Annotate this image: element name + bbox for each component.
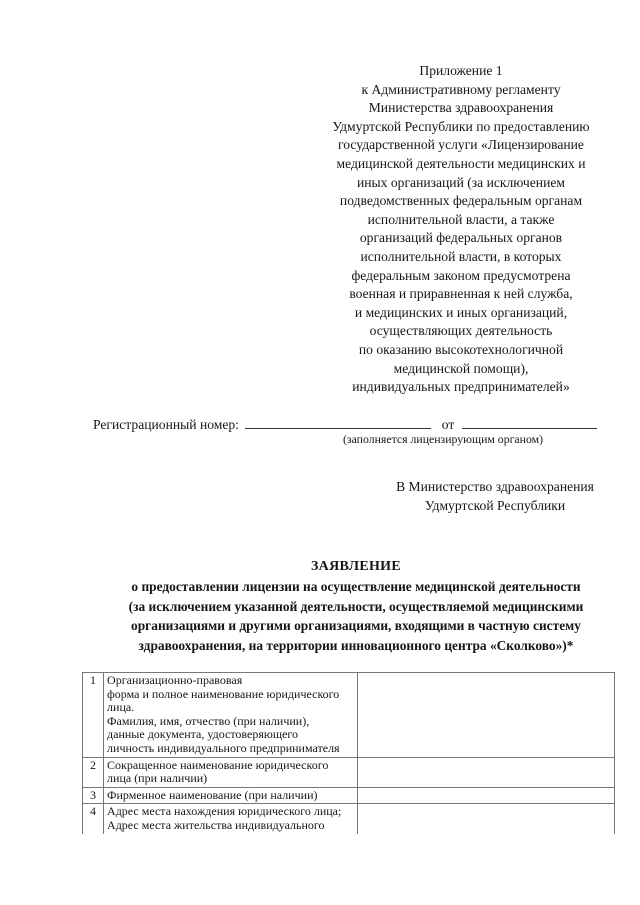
registration-date-label: от <box>441 417 455 432</box>
row-label-line: лица (при наличии) <box>107 772 208 786</box>
table-row <box>83 804 615 834</box>
application-subtitle <box>86 577 626 656</box>
application-form-table <box>82 672 615 834</box>
row-number: 3 <box>83 787 104 804</box>
row-label-line: Фирменное наименование (при наличии) <box>107 788 318 802</box>
table-row <box>83 673 615 758</box>
row-label-line: лица. <box>107 701 135 715</box>
registration-line <box>93 416 613 433</box>
heading-line: (за исключением указанной деятельности, осуществляемой медицинскими <box>128 598 584 614</box>
appendix-line: и медицинских и иных организаций, <box>354 304 568 320</box>
appendix-line: Министерства здравоохранения <box>368 100 554 116</box>
registration-number-label: Регистрационный номер: <box>93 417 239 432</box>
row-label-line: Адрес места жительства индивидуального <box>107 818 325 832</box>
appendix-line: подведомственных федеральным органам <box>339 193 583 209</box>
appendix-header <box>300 62 622 397</box>
table-row <box>83 787 615 804</box>
appendix-line: организаций федеральных органов <box>359 230 563 246</box>
appendix-line: Удмуртской Республики по предоставлению <box>332 118 590 134</box>
registration-number-field[interactable] <box>245 416 431 429</box>
row-value-field[interactable] <box>357 673 615 758</box>
row-value-field[interactable] <box>357 787 615 804</box>
application-heading <box>86 557 626 656</box>
registration-note: (заполняется лицензирующим органом) <box>343 432 544 446</box>
row-label-line: форма и полное наименование юридического <box>107 687 340 701</box>
appendix-line: медицинской деятельности медицинских и <box>336 155 586 171</box>
heading-line: о предоставлении лицензии на осуществление медицинской деятельности <box>131 578 581 594</box>
row-label <box>104 787 357 804</box>
row-label <box>104 804 357 834</box>
addressee-line: Удмуртской Республики <box>424 497 566 513</box>
row-label-line: Организационно-правовая <box>107 674 243 687</box>
appendix-line: государственной услуги «Лицензирование <box>338 137 584 153</box>
row-number: 1 <box>83 673 104 758</box>
row-label <box>104 757 357 787</box>
addressee-line: В Министерство здравоохранения <box>396 479 594 494</box>
row-label-line: личность индивидуального предпринимателя <box>107 741 340 755</box>
appendix-line: исполнительной власти, в которых <box>360 248 562 264</box>
row-value-field[interactable] <box>357 757 615 787</box>
heading-line: здравоохранения, на территории инновационного центра «Сколково»)* <box>138 638 574 654</box>
table-row <box>83 757 615 787</box>
appendix-line: по оказанию высокотехнологичной <box>358 341 564 357</box>
row-label-line: Адрес места нахождения юридического лица; <box>107 805 342 819</box>
appendix-line: военная и приравненная к ней служба, <box>349 286 573 302</box>
appendix-line: иных организаций (за исключением <box>357 174 565 190</box>
appendix-line: федеральным законом предусмотрена <box>351 267 571 283</box>
row-label-line: данные документа, удостоверяющего <box>107 728 299 742</box>
row-number: 2 <box>83 757 104 787</box>
row-label-line: Сокращенное наименование юридического <box>107 758 329 772</box>
row-number: 4 <box>83 804 104 834</box>
appendix-line: к Административному регламенту <box>361 81 561 97</box>
application-title: ЗАЯВЛЕНИЕ <box>310 559 401 574</box>
row-label <box>104 673 357 758</box>
appendix-line: Приложение 1 <box>419 63 503 78</box>
addressee-block <box>370 478 620 515</box>
appendix-line: медицинской помощи), <box>393 360 529 376</box>
appendix-line: осуществляющих деятельность <box>369 323 553 339</box>
appendix-line: исполнительной власти, а также <box>367 211 555 227</box>
heading-line: организациями и другими организациями, входящими в частную систему <box>131 618 581 634</box>
registration-date-field[interactable] <box>462 416 597 429</box>
appendix-line: индивидуальных предпринимателей» <box>352 379 570 395</box>
row-value-field[interactable] <box>357 804 615 834</box>
row-label-line: Фамилия, имя, отчество (при наличии), <box>107 714 310 728</box>
